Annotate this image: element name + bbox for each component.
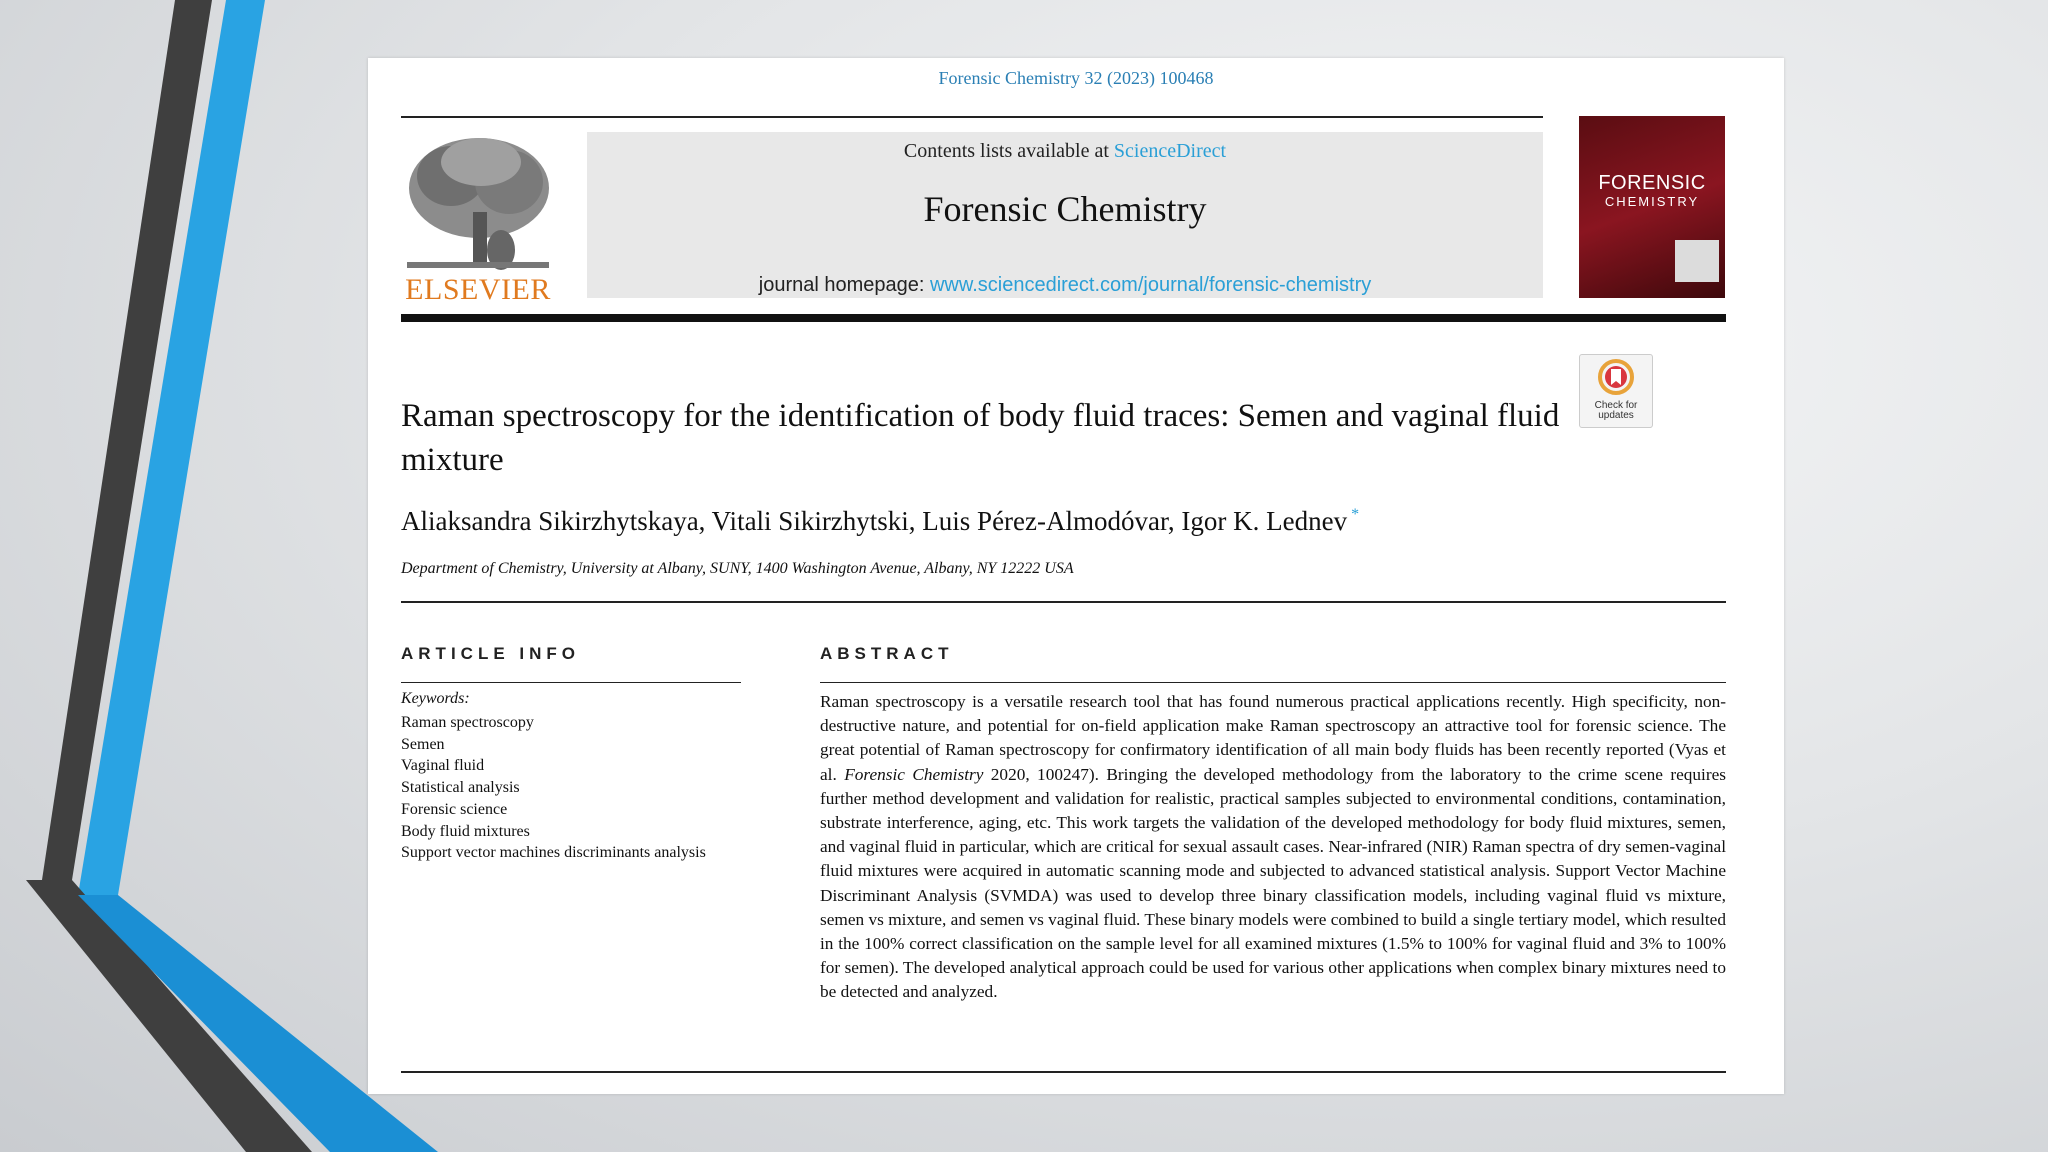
abstract-journal-ref: Forensic Chemistry <box>844 764 984 784</box>
journal-cover[interactable] <box>1579 116 1725 298</box>
contents-prefix: Contents lists available at <box>903 140 1114 162</box>
check-updates-label <box>1580 401 1652 421</box>
cover-image <box>1675 240 1719 282</box>
homepage-prefix: journal homepage: <box>758 274 930 296</box>
authors-text: Aliaksandra Sikirzhytskaya, Vitali Sikirzhytski, Luis Pérez-Almodóvar, Igor K. Lednev <box>401 506 1348 536</box>
check-updates-line2: updates <box>1598 410 1634 421</box>
keywords-label: Keywords: <box>401 690 470 707</box>
corresponding-author-mark[interactable]: * <box>1351 506 1360 523</box>
author-list <box>401 506 1359 537</box>
homepage-line <box>587 274 1543 297</box>
article-title: Raman spectroscopy for the identification of body fluid traces: Semen and vaginal fluid mixture <box>401 398 1560 478</box>
abstract-text <box>820 690 1726 1005</box>
check-updates-line1: Check for <box>1594 400 1638 411</box>
cover-subtitle: CHEMISTRY <box>1604 194 1700 209</box>
keyword-item: Body fluid mixtures <box>401 822 530 840</box>
sciencedirect-link[interactable]: ScienceDirect <box>1113 140 1227 162</box>
abstract-rule <box>820 682 1726 683</box>
article-info-rule <box>401 682 741 683</box>
keyword-item: Statistical analysis <box>401 779 520 797</box>
elsevier-wordmark: ELSEVIER <box>405 273 551 306</box>
elsevier-logo[interactable] <box>401 132 555 307</box>
keyword-item: Support vector machines discriminants analysis <box>401 844 706 862</box>
affiliation-rule <box>401 601 1726 603</box>
paper-page <box>368 58 1784 1094</box>
journal-name: Forensic Chemistry <box>923 189 1207 229</box>
keyword-item: Vaginal fluid <box>401 757 485 775</box>
elsevier-tree-icon <box>401 132 555 272</box>
journal-citation[interactable]: Forensic Chemistry 32 (2023) 100468 <box>938 68 1214 88</box>
keyword-item: Semen <box>401 735 445 753</box>
article-info-heading: ARTICLE INFO <box>401 644 580 663</box>
affiliation: Department of Chemistry, University at Albany, SUNY, 1400 Washington Avenue, Albany, NY 12222 USA <box>401 560 1074 577</box>
header-thick-rule <box>401 314 1726 322</box>
abstract-part-2: 2020, 100247). Bringing the developed methodology from the laboratory to the crime scene requires further method development and validation for realistic, practical samples subjected to environmental conditions, contamination, substrate interference, aging, etc. This work targets the validation of the developed methodology for body fluid mixtures, semen, and vaginal fluid in particular, which are critical for sexual assault cases. Near-infrared (NIR) Raman spectra of dry semen-vaginal fluid mixtures were acquired in automatic scanning mode and subjected to advanced statistical analysis. Support Vector Machine Discriminant Analysis (SVMDA) was used to develop three binary classification models, including vaginal fluid vs mixture, semen vs mixture, and semen vs vaginal fluid. These binary models were combined to build a single tertiary model, which resulted in the 100% correct classification on the sample level for all examined mixtures (1.5% to 100% for vaginal fluid and 3% to 100% for semen). The developed analytical approach could be used for various other applications when complex binary mixtures need to be detected and analyzed. <box>820 764 1726 1002</box>
dark-diagonal <box>26 880 312 1152</box>
keywords-list <box>401 712 706 864</box>
contents-line <box>587 140 1543 163</box>
check-for-updates-button[interactable] <box>1579 354 1653 428</box>
check-updates-icon <box>1580 355 1652 401</box>
header-rule <box>401 116 1543 118</box>
keyword-item: Forensic science <box>401 800 508 818</box>
abstract-bottom-rule <box>401 1071 1726 1073</box>
abstract-heading: ABSTRACT <box>820 644 954 663</box>
cover-title: FORENSIC <box>1598 172 1706 194</box>
journal-header-band <box>587 132 1543 298</box>
homepage-link[interactable]: www.sciencedirect.com/journal/forensic-chemistry <box>929 274 1372 296</box>
keyword-item: Raman spectroscopy <box>401 714 534 731</box>
abstract-part-1: Raman spectroscopy is a versatile research tool that has found numerous practical applications recently. High specificity, non-destructive nature, and potential for on-field application make Raman spectroscopy an attractive tool for forensic science. The great potential of Raman spectroscopy for confirmatory identification of all main body fluids has been recently reported (Vyas et al. <box>820 692 1726 784</box>
